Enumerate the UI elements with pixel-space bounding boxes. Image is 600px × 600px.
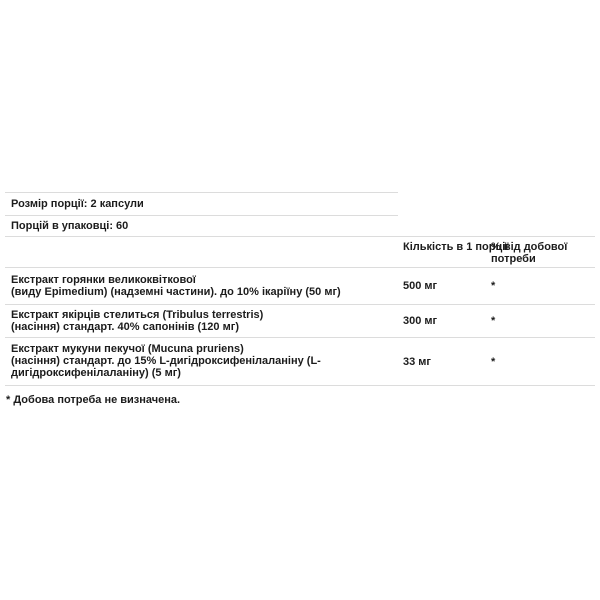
column-header-amount-per-serving: Кількість в 1 порції — [403, 241, 509, 253]
table-row-tribulus — [5, 305, 595, 338]
ingredient-name-line: (насіння) стандарт. 40% сапонінів (120 мг) — [11, 321, 239, 333]
daily-value-footnote: * Добова потреба не визначена. — [6, 394, 181, 406]
ingredient-name-line: Екстракт мукуни пекучої (Mucuna pruriens) — [11, 343, 244, 355]
serving-info-block — [5, 192, 398, 236]
servings-per-container-row: Порцій в упаковці: 60 — [11, 220, 129, 232]
table-row-epimedium — [5, 268, 595, 305]
table-row-mucuna — [5, 338, 595, 386]
ingredient-name-line: (насіння) стандарт. до 15% L-дигідроксифенілаланіну (L- — [11, 355, 321, 367]
ingredient-name — [5, 268, 398, 304]
column-header-daily-value: % від добової потреби — [491, 241, 568, 265]
ingredient-amount: 33 мг — [403, 355, 432, 368]
ingredient-name-line: Екстракт якірців стелиться (Tribulus terrestris) — [11, 309, 264, 321]
ingredient-name-line: Екстракт горянки великоквіткової — [11, 274, 196, 286]
ingredient-amount: 300 мг — [403, 315, 438, 327]
serving-size-row: Розмір порції: 2 капсули — [5, 193, 398, 216]
ingredient-name-line: дигідроксифенілаланіну) (5 мг) — [11, 367, 181, 379]
ingredient-daily-value: * — [491, 355, 496, 368]
ingredient-daily-value: * — [491, 315, 496, 327]
header-spacer-cell — [5, 237, 398, 267]
table-header-row — [5, 237, 595, 268]
ingredient-name-line: (виду Epimedium) (надземні частини). до 10% ікаріїну (50 мг) — [11, 286, 341, 298]
ingredient-amount: 500 мг — [403, 280, 438, 292]
ingredient-name — [5, 305, 398, 337]
ingredient-daily-value: * — [491, 280, 496, 292]
ingredient-name — [5, 338, 398, 385]
ingredients-table — [5, 236, 595, 386]
supplement-facts-panel — [5, 192, 595, 406]
